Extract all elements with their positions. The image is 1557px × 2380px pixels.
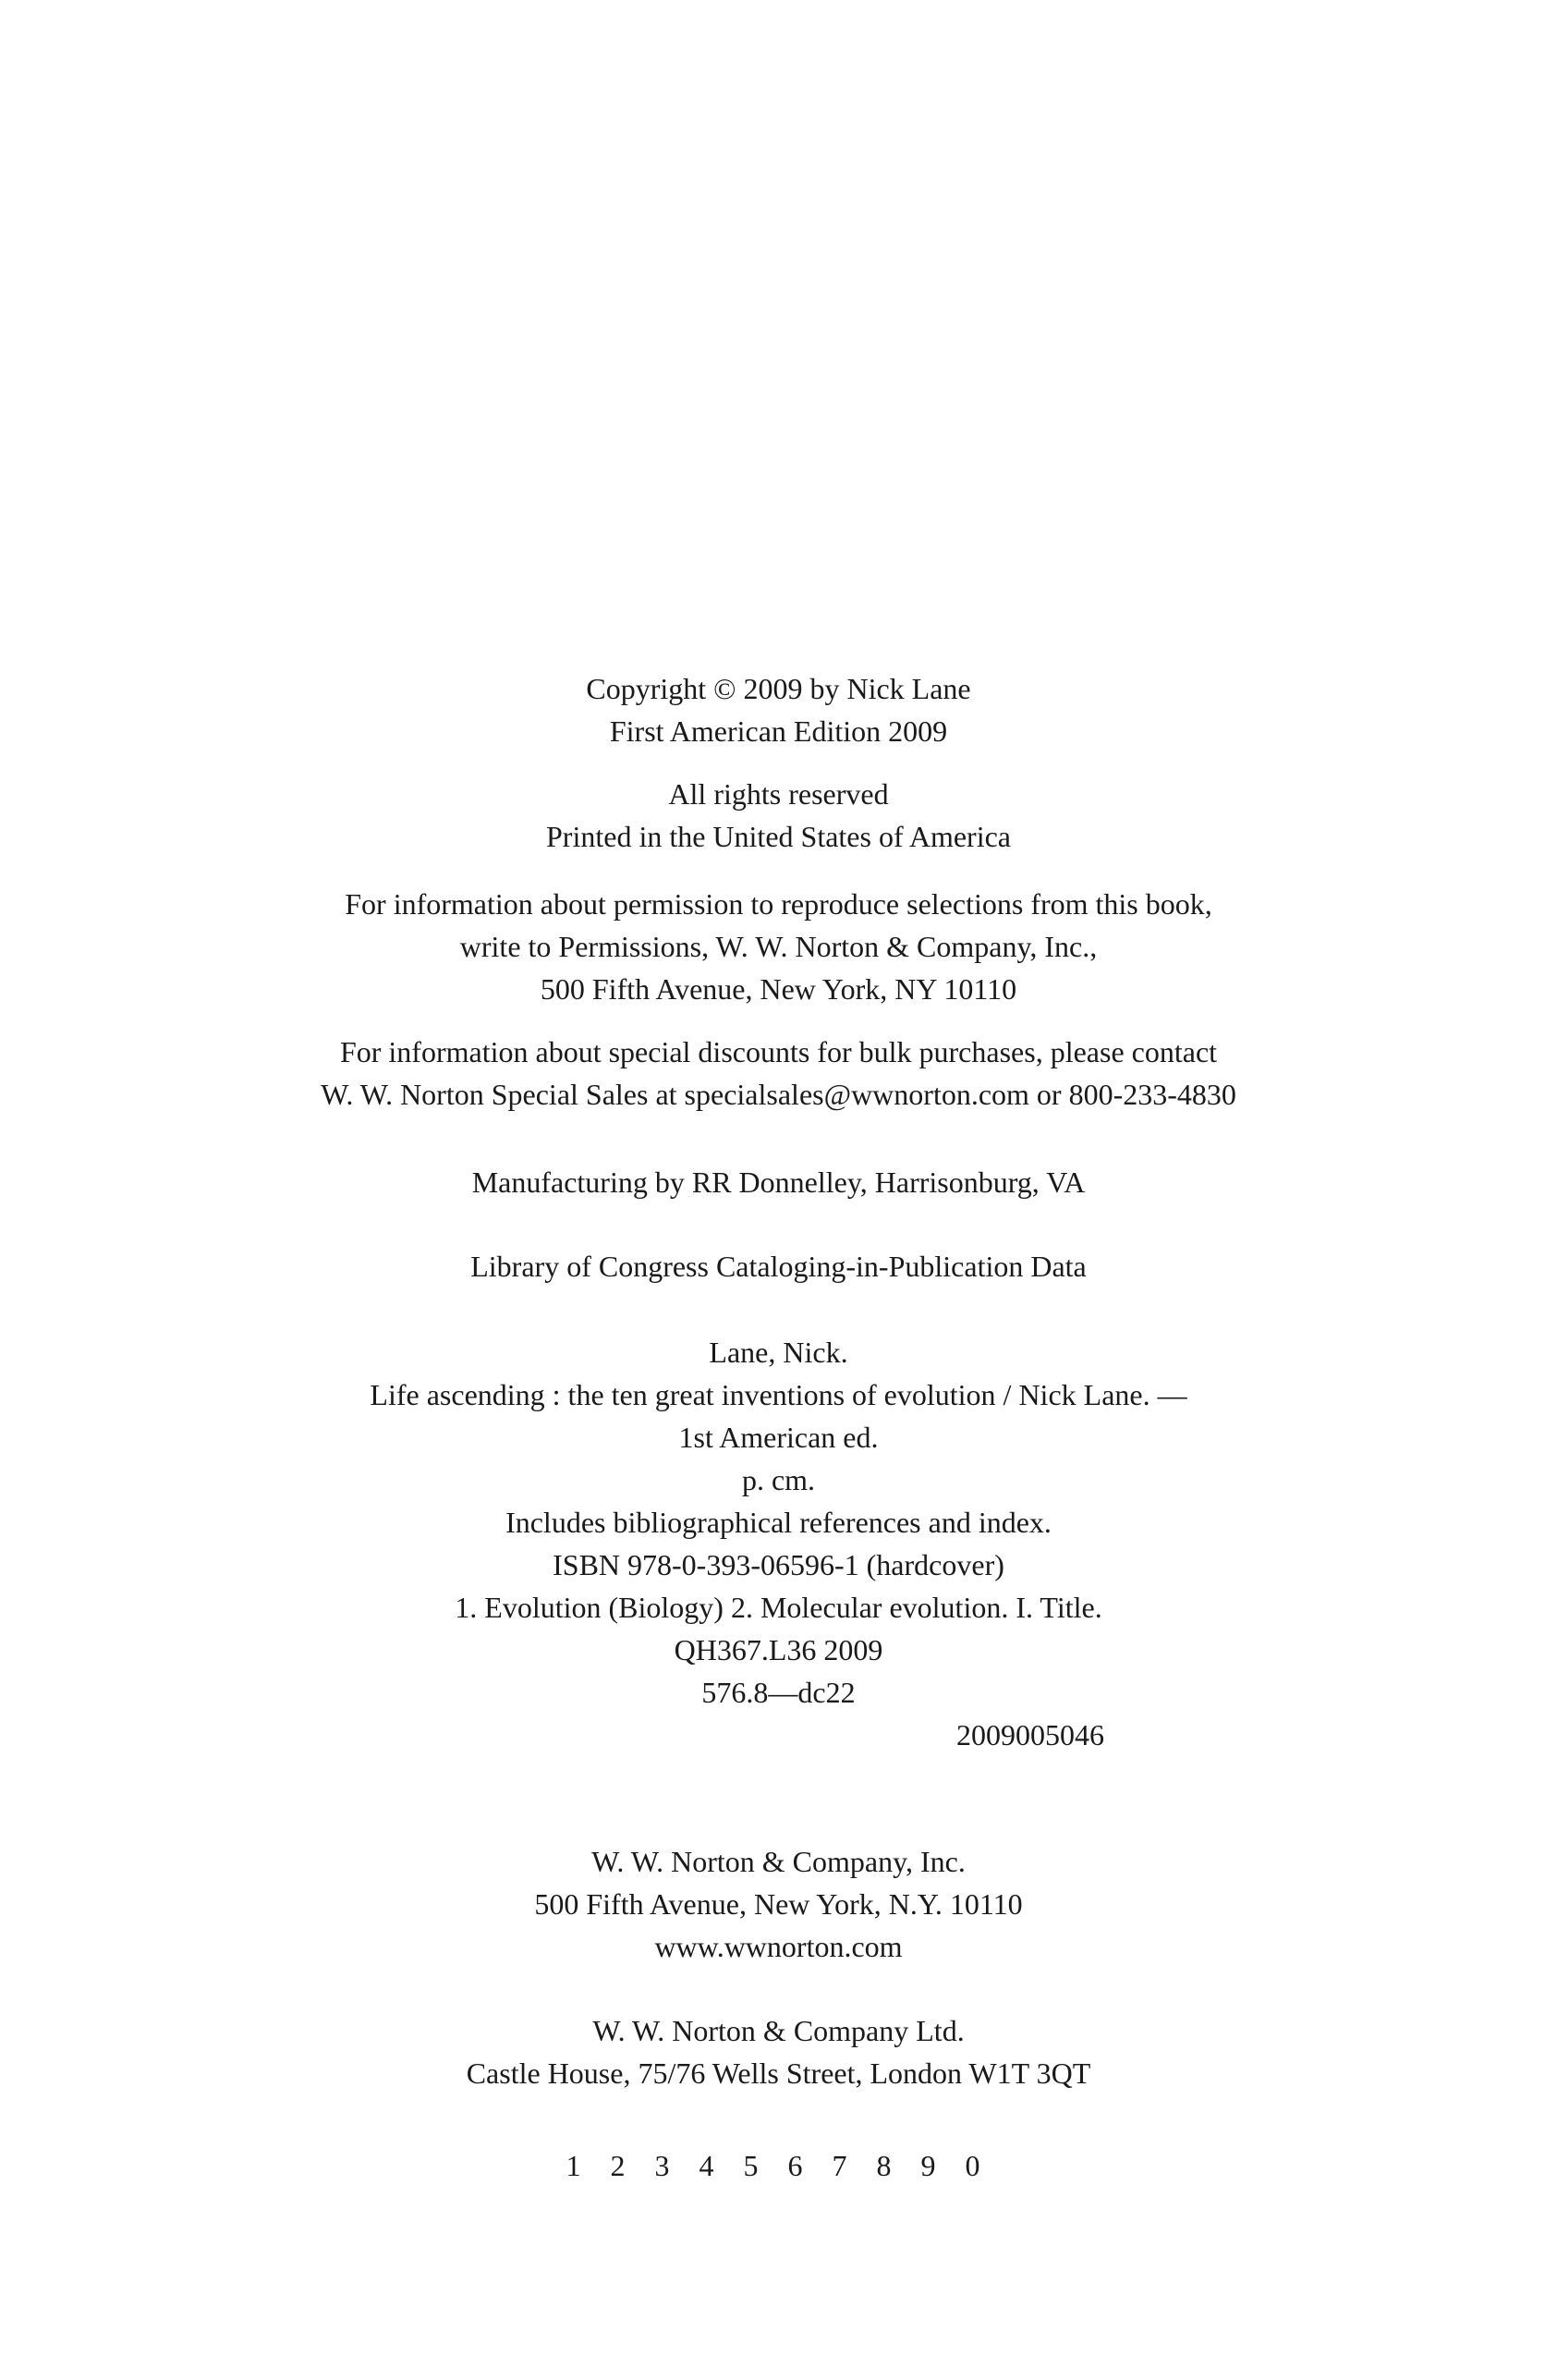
publisher-website: www.wwnorton.com xyxy=(654,1930,903,1963)
rights-block xyxy=(0,773,1557,858)
permissions-line-3: 500 Fifth Avenue, New York, NY 10110 xyxy=(540,972,1017,1006)
cip-author: Lane, Nick. xyxy=(709,1336,848,1369)
cip-lc-class: QH367.L36 2009 xyxy=(674,1633,883,1666)
publisher-uk-name: W. W. Norton & Company Ltd. xyxy=(592,2014,965,2047)
rights-reserved: All rights reserved xyxy=(668,777,889,811)
printing-line-block xyxy=(0,2144,1557,2187)
publisher-us-block xyxy=(0,1840,1557,1968)
cip-isbn: ISBN 978-0-393-06596-1 (hardcover) xyxy=(553,1548,1004,1581)
permissions-line-2: write to Permissions, W. W. Norton & Company, Inc., xyxy=(459,930,1098,963)
cip-heading-block xyxy=(0,1245,1557,1288)
permissions-line-1: For information about permission to reproduce selections from this book, xyxy=(345,887,1212,921)
cip-notes: Includes bibliographical references and index. xyxy=(505,1506,1052,1539)
manufacturing-line: Manufacturing by RR Donnelley, Harrisonburg, VA xyxy=(471,1166,1086,1199)
publisher-uk-block xyxy=(0,2009,1557,2094)
cip-record xyxy=(0,1331,1557,1756)
cip-subjects: 1. Evolution (Biology) 2. Molecular evolution. I. Title. xyxy=(455,1591,1102,1624)
special-sales-line-1: For information about special discounts for bulk purchases, please contact xyxy=(339,1035,1218,1068)
permissions-block xyxy=(0,883,1557,1010)
publisher-uk-address: Castle House, 75/76 Wells Street, London W1T 3QT xyxy=(466,2057,1091,2090)
printed-in: Printed in the United States of America xyxy=(546,820,1011,853)
cip-title: Life ascending : the ten great inventions of evolution / Nick Lane. — xyxy=(370,1378,1187,1411)
copyright-notice: Copyright © 2009 by Nick Lane xyxy=(586,672,971,705)
special-sales-block xyxy=(0,1031,1557,1116)
printing-number-line: 1 2 3 4 5 6 7 8 9 0 xyxy=(566,2149,991,2182)
publisher-us-address: 500 Fifth Avenue, New York, N.Y. 10110 xyxy=(534,1887,1023,1921)
cip-pages: p. cm. xyxy=(741,1463,816,1496)
publisher-us-name: W. W. Norton & Company, Inc. xyxy=(591,1845,966,1878)
cip-heading: Library of Congress Cataloging-in-Publication Data xyxy=(470,1250,1087,1283)
manufacturing-block xyxy=(0,1161,1557,1203)
edition-notice: First American Edition 2009 xyxy=(609,714,948,748)
special-sales-line-2: W. W. Norton Special Sales at specialsales@wwnorton.com or 800-233-4830 xyxy=(321,1078,1236,1111)
copyright-block xyxy=(0,667,1557,752)
cip-edition: 1st American ed. xyxy=(678,1421,879,1454)
cip-dewey: 576.8—dc22 xyxy=(701,1676,856,1709)
cip-lccn: 2009005046 xyxy=(956,1718,1104,1751)
